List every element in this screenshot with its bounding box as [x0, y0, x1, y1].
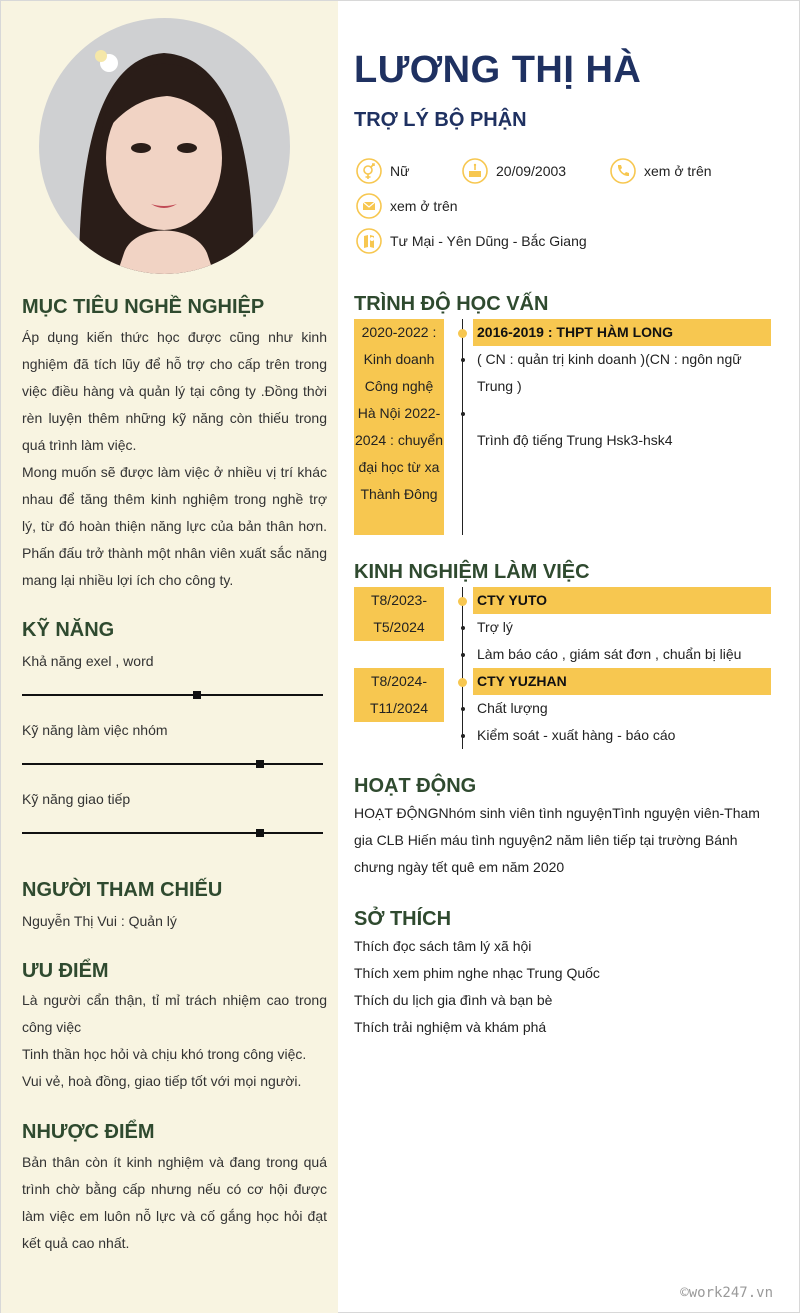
skill-bar-communication [22, 832, 323, 834]
skill-knob [256, 760, 264, 768]
job-2-period: T8/2024- T11/2024 [354, 668, 444, 722]
timeline-dot [458, 329, 467, 338]
phone-value: xem ở trên [644, 163, 712, 179]
email-icon [356, 193, 382, 219]
skill-knob [193, 691, 201, 699]
timeline-bullet [461, 412, 465, 416]
skill-label-communication: Kỹ năng giao tiếp [22, 791, 131, 807]
activities-text: HOẠT ĐỘNGNhóm sinh viên tình nguyệnTình nguyện viên-Tham gia CLB Hiến máu tình nguyện2 năm liên tiếp tại trường Bánh chưng ngày tết quê em năm 2020 [354, 805, 760, 875]
timeline-bullet [461, 653, 465, 657]
skill-bar-office [22, 694, 323, 696]
skill-knob [256, 829, 264, 837]
timeline-dot [458, 678, 467, 687]
gender-info [356, 158, 409, 184]
timeline-bullet [461, 707, 465, 711]
reference-heading: NGƯỜI THAM CHIẾU [22, 879, 223, 901]
experience-heading: KINH NGHIỆM LÀM VIỆC [354, 561, 590, 583]
education-language: Trình độ tiếng Trung Hsk3-hsk4 [477, 432, 673, 448]
timeline-dot [458, 597, 467, 606]
skill-bar-teamwork [22, 763, 323, 765]
activities-heading: HOẠT ĐỘNG [354, 775, 477, 797]
email-info [356, 193, 458, 219]
phone-icon [610, 158, 636, 184]
skill-label-teamwork: Kỹ năng làm việc nhóm [22, 722, 168, 738]
job-2-detail-2: Kiểm soát - xuất hàng - báo cáo [477, 727, 676, 743]
strength-line-2: Tinh thần học hỏi và chịu khó trong công việc. [22, 1046, 307, 1062]
education-school: 2016-2019 : THPT HÀM LONG [473, 319, 771, 346]
address-info [356, 228, 587, 254]
objective-heading: MỤC TIÊU NGHỀ NGHIỆP [22, 296, 265, 318]
gender-icon [356, 158, 382, 184]
hobbies-heading: SỞ THÍCH [354, 908, 452, 930]
job-1-detail-2: Làm báo cáo , giám sát đơn , chuẩn bị liệu [477, 646, 742, 662]
main-column [338, 1, 800, 1313]
hobby-item: Thích trải nghiệm và khám phá [354, 1019, 547, 1035]
strength-line-3: Vui vẻ, hoà đồng, giao tiếp tốt với mọi người. [22, 1073, 302, 1089]
weaknesses-heading: NHƯỢC ĐIỂM [22, 1121, 155, 1143]
email-value: xem ở trên [390, 198, 458, 214]
sidebar [1, 1, 338, 1313]
gender-value: Nữ [390, 163, 410, 179]
timeline-bullet [461, 358, 465, 362]
objective-paragraph-2: Mong muốn sẽ được làm việc ở nhiều vị trí khác nhau để tăng thêm kinh nghiệm trong nghề trợ lý, từ đó hoàn thiện năng lực của bản thân hơn. Phấn đấu trở thành một nhân viên xuất sắc năng mang lại nhiều lợi ích cho công ty. [22, 464, 327, 588]
job-1-detail-1: Trợ lý [477, 619, 513, 635]
strengths-heading: ƯU ĐIỂM [22, 960, 109, 982]
hobby-item: Thích du lịch gia đình và bạn bè [354, 992, 553, 1008]
candidate-role: TRỢ LÝ BỘ PHẬN [354, 109, 527, 131]
education-heading: TRÌNH ĐỘ HỌC VẤN [354, 293, 549, 315]
weaknesses-text: Bản thân còn ít kinh nghiệm và đang trong quá trình chờ bằng cấp nhưng nếu có cơ hội được làm việc em luôn nỗ lực và cố gắng học hỏi đạt kết quả cao nhất. [22, 1154, 327, 1251]
hobby-item: Thích xem phim nghe nhạc Trung Quốc [354, 965, 600, 981]
objective-paragraph-1: Áp dụng kiến thức học được cũng như kinh nghiệm đã tích lũy để hỗ trợ cho cấp trên trong việc điều hàng và quản lý tại công ty .Đồng thời rèn luyện thêm những kỹ năng còn thiếu trong quá trình làm việc. [22, 329, 327, 453]
timeline-bullet [461, 734, 465, 738]
skills-heading: KỸ NĂNG [22, 619, 115, 641]
job-2-company: CTY YUZHAN [473, 668, 771, 695]
strength-line-1: Là người cẩn thận, tỉ mỉ trách nhiệm cao trong công việc [22, 992, 327, 1035]
watermark: ©work247.vn [680, 1285, 773, 1301]
experience-timeline-line [462, 587, 463, 749]
reference-text: Nguyễn Thị Vui : Quản lý [22, 913, 177, 929]
avatar [39, 18, 290, 274]
skill-label-office: Khả năng exel , word [22, 653, 154, 669]
address-value: Tư Mại - Yên Dũng - Bắc Giang [390, 233, 587, 249]
map-pin-icon [356, 228, 382, 254]
birthday-value: 20/09/2003 [496, 163, 567, 179]
job-1-period: T8/2023- T5/2024 [354, 587, 444, 641]
education-period: 2020-2022 : Kinh doanh Công nghệ Hà Nội 2022-2024 : chuyển đại học từ xa Thành Đông [354, 319, 444, 535]
portrait-photo [39, 18, 290, 274]
birthday-info [462, 158, 566, 184]
hobby-item: Thích đọc sách tâm lý xã hội [354, 938, 532, 954]
job-1-company: CTY YUTO [473, 587, 771, 614]
education-major: ( CN : quản trị kinh doanh )(CN : ngôn ngữ Trung ) [477, 351, 742, 394]
education-timeline-line [462, 319, 463, 535]
phone-info [610, 158, 712, 184]
candidate-name: LƯƠNG THỊ HÀ [354, 49, 642, 91]
cake-icon [462, 158, 488, 184]
job-2-detail-1: Chất lượng [477, 700, 548, 716]
timeline-bullet [461, 626, 465, 630]
